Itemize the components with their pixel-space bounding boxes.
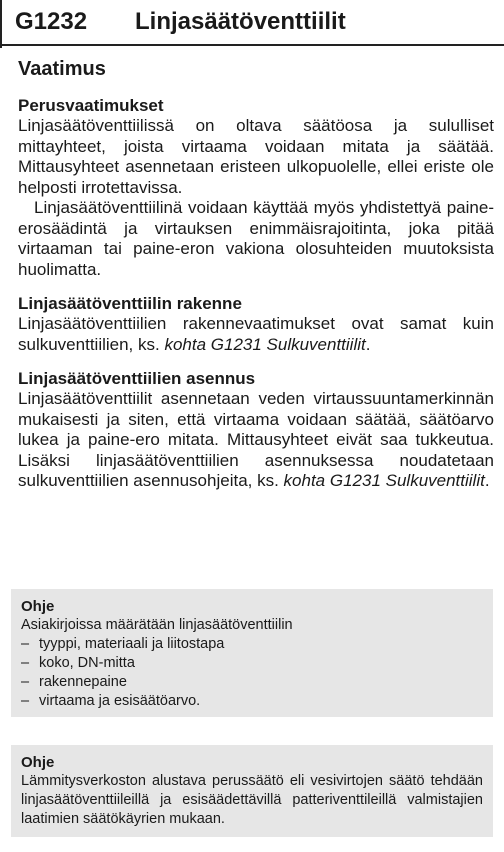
perus-paragraph-1: Linjasäätöventtiilissä on oltava säätöosa ja sululliset mittayhteet, joista virtaama voidaan mitata ja säätää. Mittausyhteet asennetaan eristeen ulkopuolelle, ellei eriste ole helposti irrotettavissa. [18,116,494,197]
main-content [18,56,494,492]
guidance-box-1-intro: Asiakirjoissa määrätään linjasäätöventtiilin [21,617,293,633]
list-item: – koko, DN-mitta [21,654,483,673]
asennus-heading: Linjasäätöventtiilien asennus [18,369,256,388]
guidance-box-2 [11,745,493,837]
header-rule [0,44,504,46]
rakenne-reference: kohta G1231 Sulkuventtiilit [164,334,366,354]
rakenne-text: Linjasäätöventtiilien rakennevaatimukset ovat samat kuin sulkuventtiilien, ks. [18,314,494,354]
page-header [15,7,346,37]
list-item: – virtaama ja esisäätöarvo. [21,692,483,711]
perus-heading: Perusvaatimukset [18,96,164,115]
perus-paragraph-2: Linjasäätöventtiilinä voidaan käyttää myös yhdistettyä paine-erosäädintä ja virtauksen enimmäisrajoitinta, joka pitää virtaaman tai paine-eron vakiona olosuhteiden muutoksista huolimatta. [18,198,494,279]
asennus-end: . [484,471,490,490]
list-item: – rakennepaine [21,673,483,692]
guidance-box-2-text: Lämmitysverkoston alustava perussäätö eli vesivirtojen säätö tehdään linjasäätöventtiileillä ja esisäädettävillä patteriventtileillä valmistajien laatimien säätökäyrien mukaan. [21,773,483,827]
section-title: Vaatimus [18,58,106,80]
asennus-text: Linjasäätöventtiilit asennetaan veden virtaussuuntamerkinnän mukaisesti ja siten, että virtaama voidaan säätää, säätöarvo lukea ja paine-ero mitata. Mittausyhteet eivät saa tukkeutua. Lisäksi linjasäätöventtiilien asennuksessa noudatetaan sulkuventtiilien asennusohjeita, ks. [18,389,494,490]
asennus-paragraph [18,389,494,492]
header-vertical-rule [0,0,2,48]
rakenne-paragraph [18,314,494,355]
guidance-box-1-list [21,635,483,711]
asennus-reference: kohta G1231 Sulkuventtiilit [283,471,485,490]
rakenne-end: . [365,334,371,354]
guidance-box-1-title: Ohje [21,598,55,615]
list-item: – tyyppi, materiaali ja liitostapa [21,635,483,654]
page-title: Linjasäätöventtiilit [135,8,346,35]
guidance-box-1 [11,589,493,717]
guidance-box-2-title: Ohje [21,754,55,771]
section-code: G1232 [15,8,88,35]
rakenne-heading: Linjasäätöventtiilin rakenne [18,294,242,313]
